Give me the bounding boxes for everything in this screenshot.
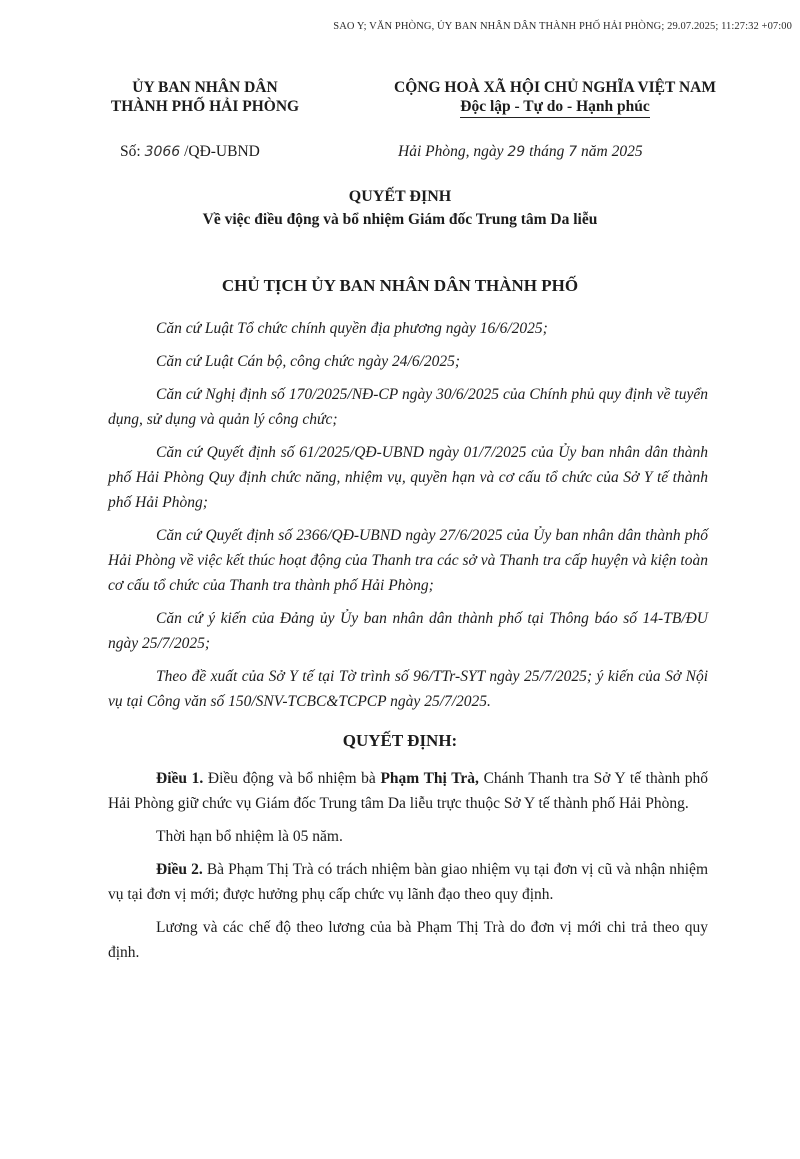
handwritten-day: 29 bbox=[507, 144, 526, 160]
digital-copy-stamp: SAO Y; VĂN PHÒNG, ỦY BAN NHÂN DÂN THÀNH PHỐ HẢI PHÒNG; 29.07.2025; 11:27:32 +07:00 bbox=[333, 21, 792, 32]
article-1-label: Điều 1. bbox=[156, 770, 204, 787]
legal-citations bbox=[108, 316, 708, 722]
citation: Theo đề xuất của Sở Y tế tại Tờ trình số 96/TTr-SYT ngày 25/7/2025; ý kiến của Sở Nội vụ tại Công văn số 150/SNV-TCBC&TCPCP ngày 25/7/2025. bbox=[108, 668, 708, 710]
decision-articles bbox=[108, 766, 708, 973]
document-subtitle: Về việc điều động và bổ nhiệm Giám đốc Trung tâm Da liễu bbox=[202, 211, 598, 228]
national-motto: Độc lập - Tự do - Hạnh phúc bbox=[460, 97, 649, 118]
citation: Căn cứ Luật Cán bộ, công chức ngày 24/6/2025; bbox=[156, 353, 461, 370]
national-title bbox=[345, 78, 765, 118]
country-name: CỘNG HOÀ XÃ HỘI CHỦ NGHĨA VIỆT NAM bbox=[394, 79, 716, 96]
issuing-agency bbox=[85, 78, 325, 116]
document-date: Hải Phòng, ngày 29 tháng 7 năm 2025 bbox=[398, 143, 643, 160]
salary-clause: Lương và các chế độ theo lương của bà Phạm Thị Trà do đơn vị mới chi trả theo quy định. bbox=[108, 919, 708, 961]
agency-line-1: ỦY BAN NHÂN DÂN bbox=[132, 79, 278, 96]
handwritten-number: 3066 bbox=[144, 144, 181, 160]
article-2-label: Điều 2. bbox=[156, 861, 203, 878]
citation: Căn cứ Luật Tổ chức chính quyền địa phương ngày 16/6/2025; bbox=[156, 320, 548, 337]
document-number: Số: 3066 /QĐ-UBND bbox=[120, 143, 260, 160]
agency-line-2: THÀNH PHỐ HẢI PHÒNG bbox=[110, 98, 300, 115]
article-1: Điều 1. Điều động và bổ nhiệm bà Phạm Thị Trà, Chánh Thanh tra Sở Y tế thành phố Hải Phòng giữ chức vụ Giám đốc Trung tâm Da liễu trực thuộc Sở Y tế thành phố Hải Phòng. bbox=[108, 770, 708, 812]
article-2: Điều 2. Bà Phạm Thị Trà có trách nhiệm bàn giao nhiệm vụ tại đơn vị cũ và nhận nhiệm vụ tại đơn vị mới; được hưởng phụ cấp chức vụ lãnh đạo theo quy định. bbox=[108, 861, 708, 903]
citation: Căn cứ Nghị định số 170/2025/NĐ-CP ngày 30/6/2025 của Chính phủ quy định về tuyển dụng, sử dụng và quản lý công chức; bbox=[108, 386, 708, 428]
appointee-name: Phạm Thị Trà, bbox=[380, 770, 479, 787]
appointment-term: Thời hạn bổ nhiệm là 05 năm. bbox=[156, 828, 343, 845]
issuing-authority: CHỦ TỊCH ỦY BAN NHÂN DÂN THÀNH PHỐ bbox=[221, 276, 579, 295]
decision-heading: QUYẾT ĐỊNH: bbox=[342, 731, 458, 750]
citation: Căn cứ Quyết định số 61/2025/QĐ-UBND ngày 01/7/2025 của Ủy ban nhân dân thành phố Hải Phòng Quy định chức năng, nhiệm vụ, quyền hạn và cơ cấu tổ chức của Sở Y tế thành phố Hải Phòng; bbox=[108, 444, 708, 511]
document-title: QUYẾT ĐỊNH bbox=[348, 188, 452, 205]
citation: Căn cứ ý kiến của Đảng ủy Ủy ban nhân dân thành phố tại Thông báo số 14-TB/ĐU ngày 25/7/2025; bbox=[108, 610, 708, 652]
handwritten-month: 7 bbox=[568, 144, 578, 160]
citation: Căn cứ Quyết định số 2366/QĐ-UBND ngày 27/6/2025 của Ủy ban nhân dân thành phố Hải Phòng về việc kết thúc hoạt động của Thanh tra các sở và Thanh tra cấp huyện và kiện toàn cơ cấu tổ chức của Thanh tra thành phố Hải Phòng; bbox=[108, 527, 708, 594]
